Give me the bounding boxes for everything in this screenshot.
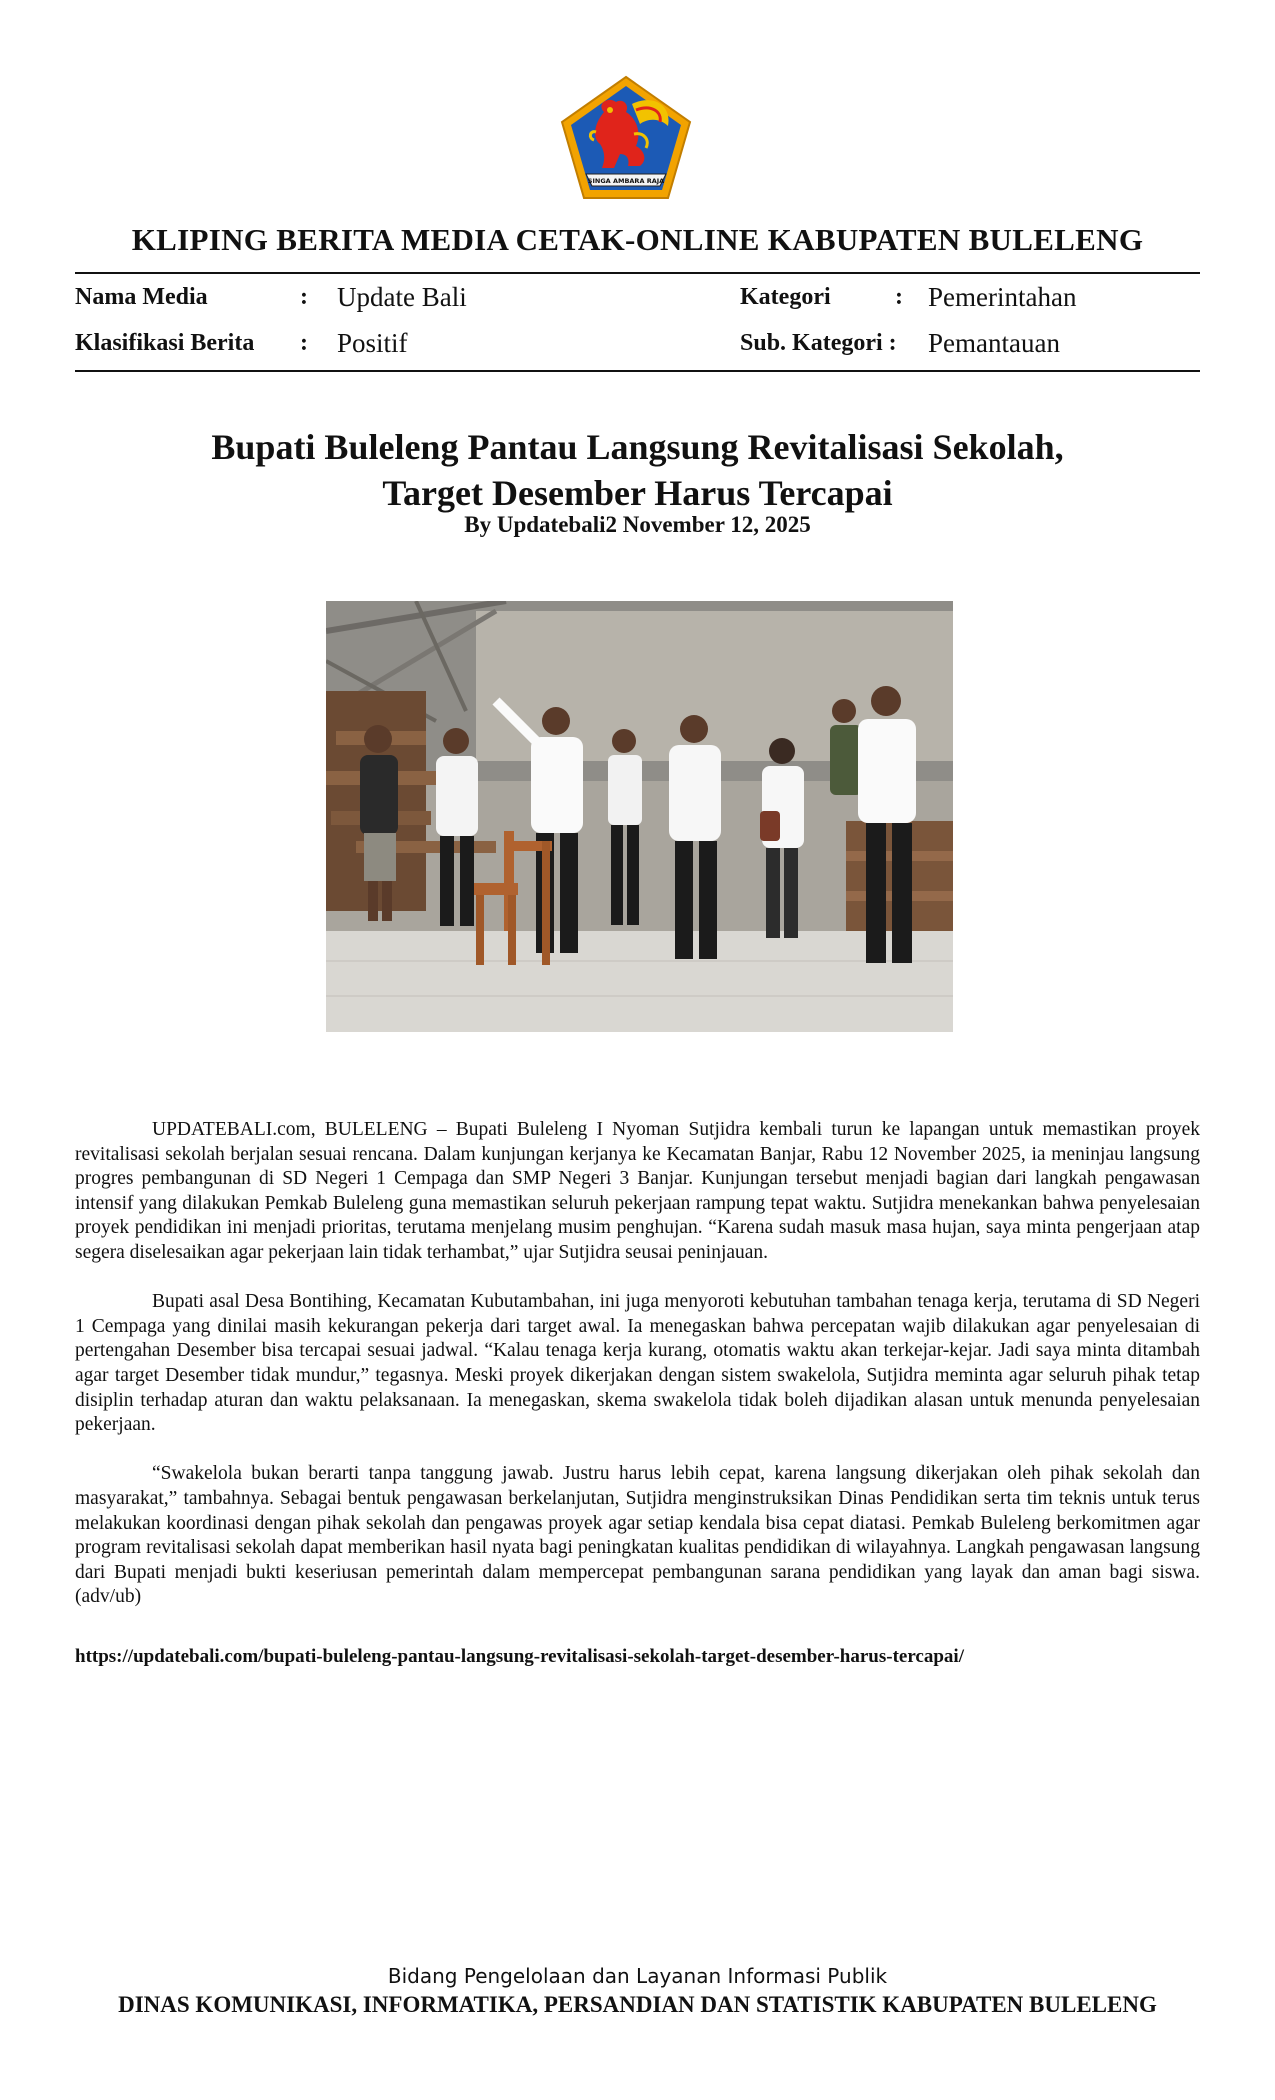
article-paragraph-1: UPDATEBALI.com, BULELENG – Bupati Buleleng I Nyoman Sutjidra kembali turun ke lapangan untuk memastikan proyek revitalisasi sekolah berjalan sesuai rencana. Dalam kunjungan kerjanya ke Kecamatan Banjar, Rabu 12 November 2025, ia meninjau langsung progres pembangunan di SD Negeri 1 Cempaga dan SMP Negeri 3 Banjar. Kunjungan tersebut menjadi bagian dari langkah pengawasan intensif yang dilakukan Pemkab Buleleng guna memastikan seluruh pekerjaan rampung tepat waktu. Sutjidra menekankan bahwa penyelesaian proyek pendidikan ini menjadi prioritas, terutama menjelang musim penghujan. “Karena sudah masuk masa hujan, saya minta pengerjaan atap segera diselesaikan agar pekerjaan lain tidak terhambat,” ujar Sutjidra seusai peninjauan. bbox=[75, 1119, 1200, 1263]
meta-klasifikasi-label: Klasifikasi Berita bbox=[75, 330, 255, 356]
article-paragraph-3: “Swakelola bukan berarti tanpa tanggung jawab. Justru harus lebih cepat, karena langsung dikerjakan oleh pihak sekolah dan masyarakat,” tambahnya. Sebagai bentuk pengawasan berkelanjutan, Sutjidra menginstruksikan Dinas Pendidikan serta tim teknis untuk terus melakukan koordinasi dengan pihak sekolah dan pengawas proyek agar setiap kendala bisa cepat diatasi. Pemkab Buleleng berkomitmen agar program revitalisasi sekolah dapat memberikan hasil nyata bagi peningkatan kualitas pendidikan di wilayahnya. Langkah pengawasan langsung dari Bupati menjadi bukti keseriusan pemerintah dalam mempercepat pembangunan sarana pendidikan yang layak dan aman bagi siswa.(adv/ub) bbox=[75, 1463, 1200, 1608]
article-headline bbox=[0, 424, 1275, 516]
meta-media-label: Nama Media bbox=[75, 284, 208, 310]
footer-agency: DINAS KOMUNIKASI, INFORMATIKA, PERSANDIAN DAN STATISTIK KABUPATEN BULELENG bbox=[118, 1992, 1157, 2017]
article-photo bbox=[326, 601, 953, 1032]
singa-ambara-raja-emblem-icon bbox=[556, 74, 696, 202]
article-body bbox=[75, 1118, 1200, 1634]
meta-subkategori-label: Sub. Kategori : bbox=[740, 330, 897, 356]
header-divider-bottom bbox=[75, 370, 1200, 372]
meta-subkategori-value: Pemantauan bbox=[928, 328, 1060, 358]
headline-line-1: Bupati Buleleng Pantau Langsung Revitalisasi Sekolah, bbox=[211, 427, 1064, 467]
meta-klasifikasi-colon: : bbox=[300, 330, 308, 356]
header-divider-top bbox=[75, 272, 1200, 274]
headline-line-2: Target Desember Harus Tercapai bbox=[382, 473, 893, 513]
source-url-link[interactable]: https://updatebali.com/bupati-buleleng-pantau-langsung-revitalisasi-sekolah-target-desember-harus-tercapai/ bbox=[75, 1646, 964, 1667]
clipping-title: KLIPING BERITA MEDIA CETAK-ONLINE KABUPATEN BULELENG bbox=[131, 222, 1144, 257]
article-byline: By Updatebali2 November 12, 2025 bbox=[464, 512, 811, 537]
meta-kategori-colon: : bbox=[895, 284, 903, 310]
site-inspection-photo-icon bbox=[326, 601, 953, 1032]
buleleng-emblem-logo bbox=[556, 74, 696, 202]
footer-division: Bidang Pengelolaan dan Layanan Informasi Publik bbox=[387, 1964, 888, 1988]
article-paragraph-2: Bupati asal Desa Bontihing, Kecamatan Kubutambahan, ini juga menyoroti kebutuhan tambahan tenaga kerja, terutama di SD Negeri 1 Cempaga yang dinilai masih kekurangan pekerja dari target awal. Ia menegaskan bahwa percepatan wajib dilakukan agar penyelesaian di pertengahan Desember bisa tercapai sesuai jadwal. “Kalau tenaga kerja kurang, otomatis waktu akan terkejar-kejar. Jadi saya minta ditambah agar target Desember tidak mundur,” tegasnya. Meski proyek dikerjakan dengan sistem swakelola, Sutjidra meminta agar seluruh pihak tetap disiplin terhadap aturan dan waktu pelaksanaan. Ia menegaskan, skema swakelola tidak boleh dijadikan alasan untuk menunda penyelesaian pekerjaan. bbox=[75, 1291, 1200, 1436]
meta-kategori-label: Kategori bbox=[740, 284, 831, 310]
logo-motto: SINGA AMBARA RAJA bbox=[587, 177, 665, 185]
meta-media-value: Update Bali bbox=[337, 282, 467, 312]
meta-klasifikasi-value: Positif bbox=[337, 328, 408, 358]
meta-media-colon: : bbox=[300, 284, 308, 310]
meta-kategori-value: Pemerintahan bbox=[928, 282, 1077, 312]
